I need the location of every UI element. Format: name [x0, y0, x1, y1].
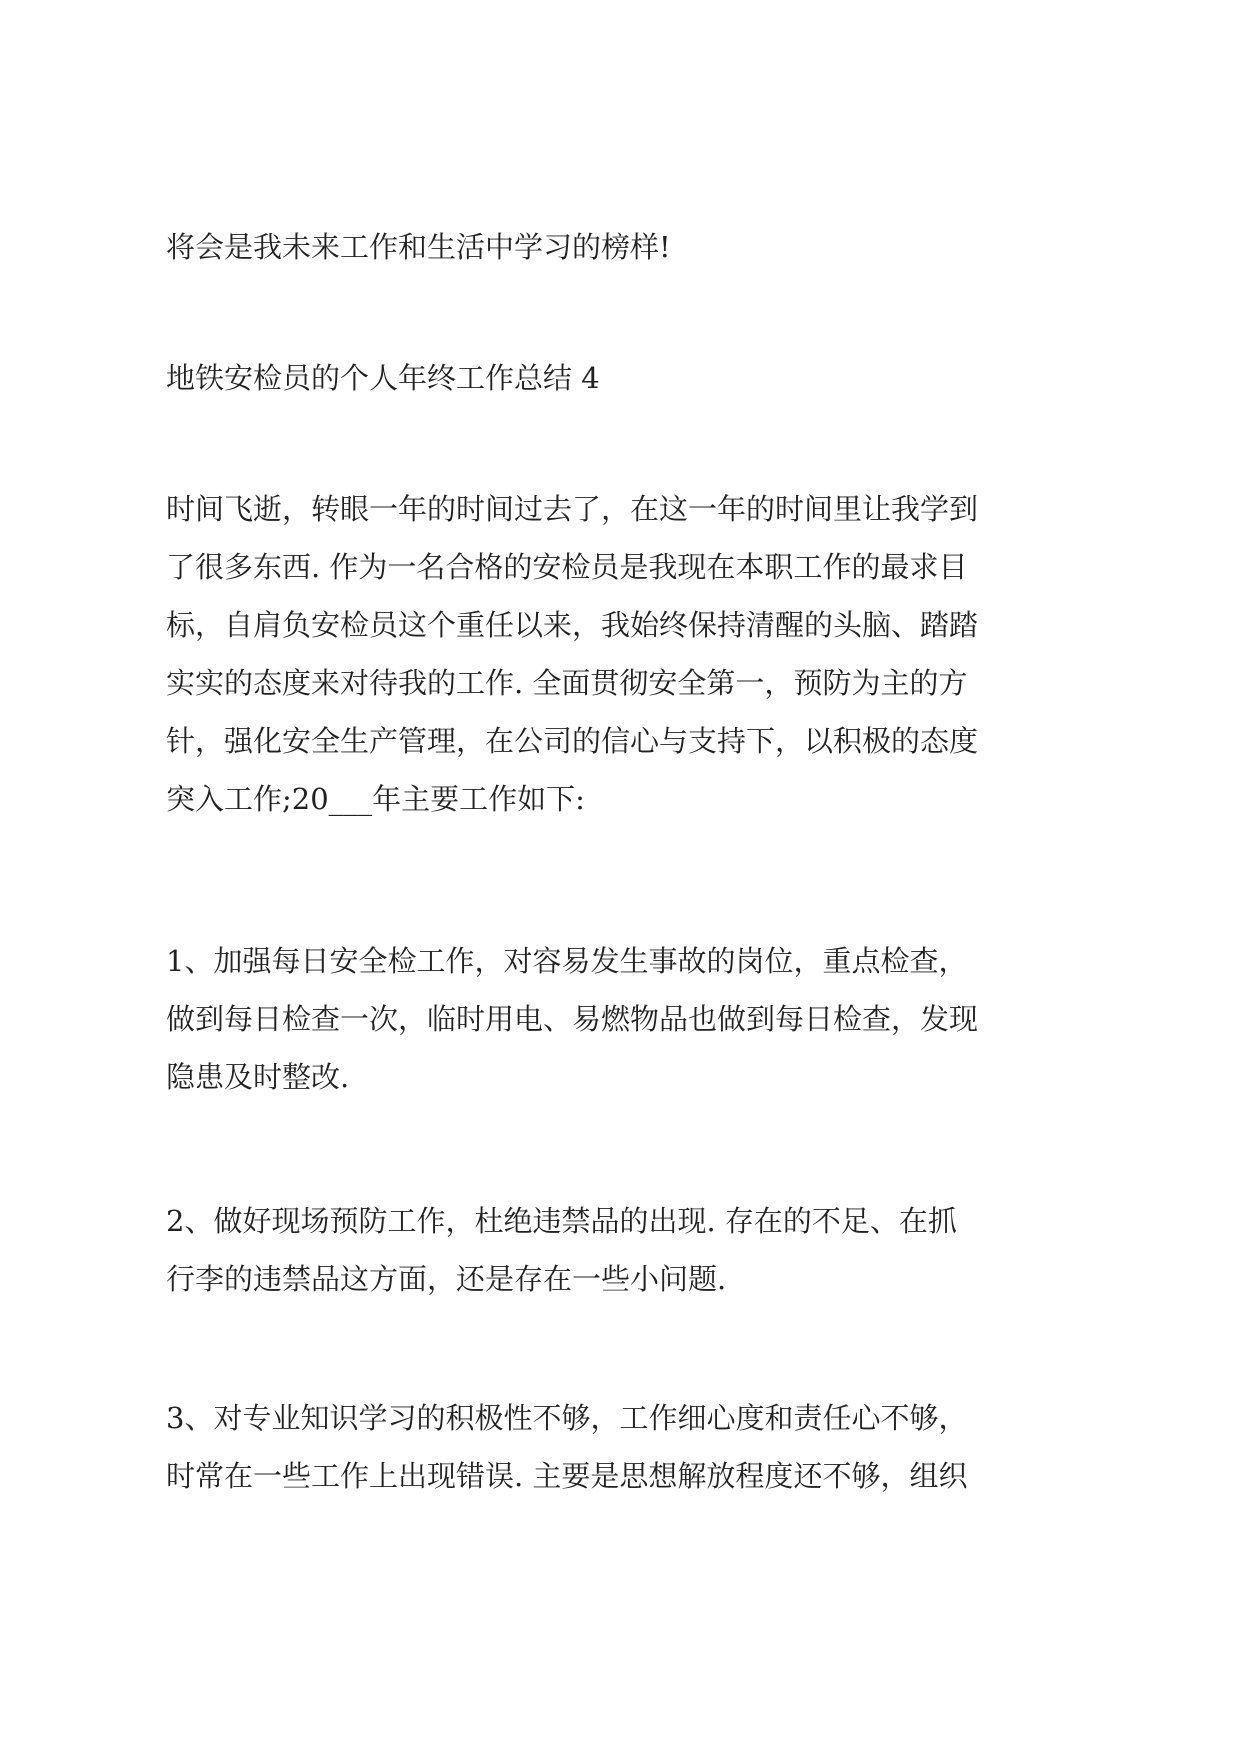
text-line: 1、加强每日安全检工作，对容易发生事故的岗位，重点检查，: [166, 944, 968, 978]
text-line: 将会是我未来工作和生活中学习的榜样!: [166, 230, 671, 264]
section-title: [166, 349, 1096, 407]
text-line: 突入工作;20___年主要工作如下:: [166, 782, 585, 816]
list-item-3: [166, 1389, 1096, 1505]
list-item-1: [166, 932, 1096, 1106]
intro-paragraph: [166, 480, 1096, 828]
text-line: 实实的态度来对待我的工作. 全面贯彻安全第一，预防为主的方: [166, 666, 968, 700]
text-line: 时常在一些工作上出现错误. 主要是思想解放程度还不够，组织: [166, 1459, 968, 1493]
text-line: 了很多东西. 作为一名合格的安检员是我现在本职工作的最求目: [166, 550, 968, 584]
continuation-paragraph: [166, 218, 1096, 276]
text-line: 标，自肩负安检员这个重任以来，我始终保持清醒的头脑、踏踏: [166, 608, 979, 642]
text-line: 行李的违禁品这方面，还是存在一些小问题.: [166, 1262, 727, 1296]
text-line: 针，强化安全生产管理，在公司的信心与支持下，以积极的态度: [166, 724, 979, 758]
text-line: 做到每日检查一次，临时用电、易燃物品也做到每日检查，发现: [166, 1002, 979, 1036]
text-line: 2、做好现场预防工作，杜绝违禁品的出现. 存在的不足、在抓: [166, 1204, 957, 1238]
section-title-text: 地铁安检员的个人年终工作总结 4: [166, 361, 600, 395]
text-line: 3、对专业知识学习的积极性不够，工作细心度和责任心不够，: [166, 1401, 968, 1435]
text-line: 时间飞逝，转眼一年的时间过去了，在这一年的时间里让我学到: [166, 492, 979, 526]
list-item-2: [166, 1192, 1096, 1308]
text-line: 隐患及时整改.: [166, 1060, 350, 1094]
